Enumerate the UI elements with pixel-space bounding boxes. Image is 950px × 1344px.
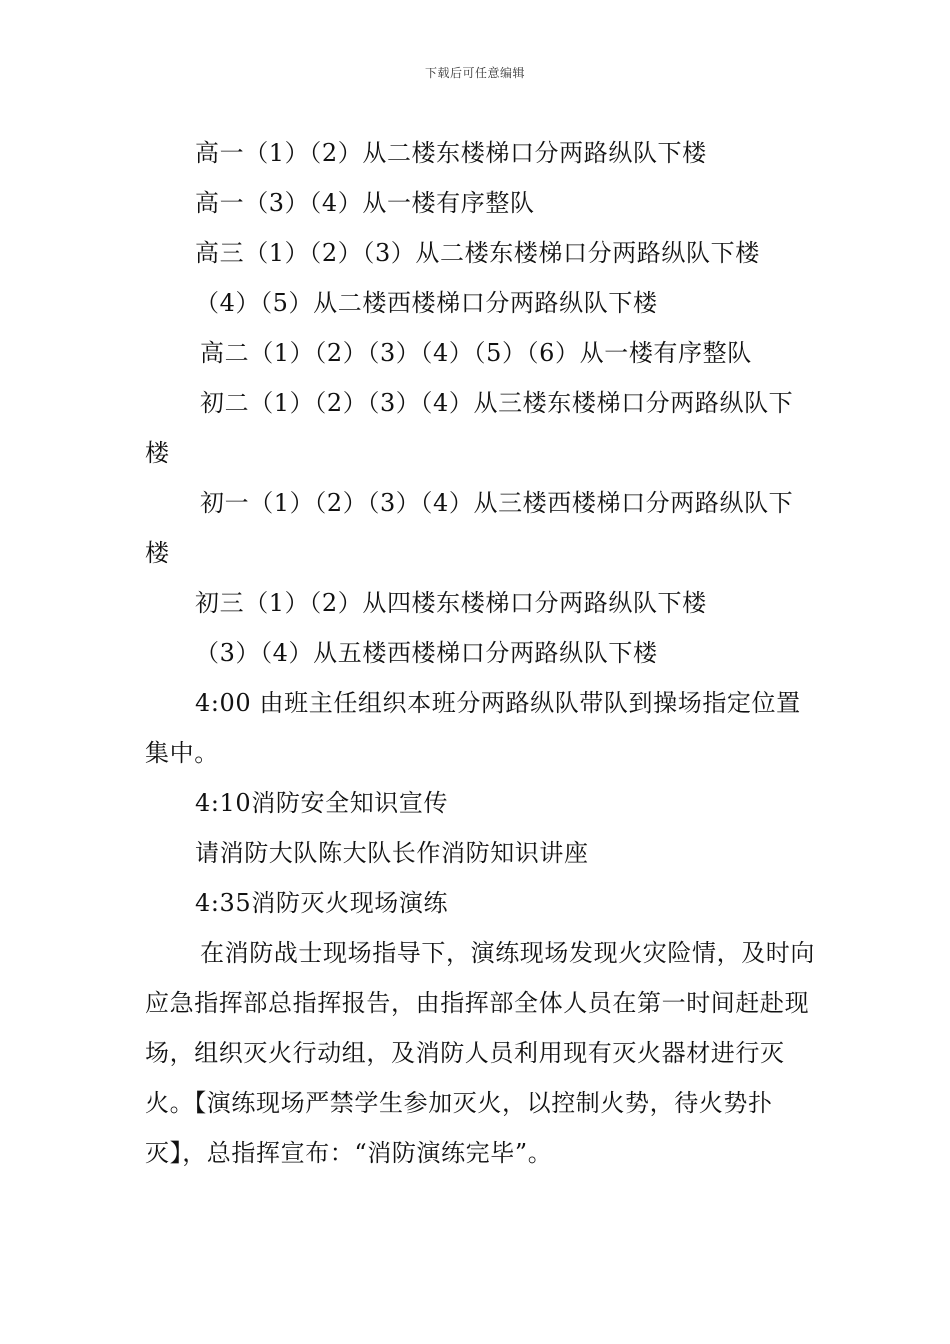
document-body: [145, 128, 817, 1178]
paragraph-grade11-class1-6: 高二（1）（2）（3）（4）（5）（6）从一楼有序整队: [200, 339, 752, 367]
page-header-note: 下载后可任意编辑: [424, 66, 525, 80]
paragraph-grade8-class1-4: 初二（1）（2）（3）（4）从三楼东楼梯口分两路纵队下楼: [145, 389, 794, 467]
paragraph-grade10-class1-2: 高一（1）（2）从二楼东楼梯口分两路纵队下楼: [195, 139, 707, 167]
paragraph-lecture: 请消防大队陈大队长作消防知识讲座: [195, 839, 589, 867]
paragraph-time-0410: 4:10消防安全知识宣传: [195, 789, 449, 817]
paragraph-grade10-class3-4: 高一（3）（4）从一楼有序整队: [195, 189, 535, 217]
paragraph-grade9-class1-2: 初三（1）（2）从四楼东楼梯口分两路纵队下楼: [195, 589, 707, 617]
paragraph-time-0435: 4:35消防灭火现场演练: [195, 889, 449, 917]
paragraph-drill-description: 在消防战士现场指导下，演练现场发现火灾险情，及时向应急指挥部总指挥报告，由指挥部全体人员在第一时间赶赴现场，组织灭火行动组，及消防人员利用现有灭火器材进行灭火。【演练现场严禁学生参加灭火，以控制火势，待火势扑灭】，总指挥宣布：“消防演练完毕”。: [145, 939, 815, 1167]
paragraph-grade9-class3-4: （3）（4）从五楼西楼梯口分两路纵队下楼: [195, 639, 658, 667]
paragraph-grade7-class1-4: 初一（1）（2）（3）（4）从三楼西楼梯口分两路纵队下楼: [145, 489, 794, 567]
paragraph-time-0400: 4:00 由班主任组织本班分两路纵队带队到操场指定位置集中。: [145, 689, 801, 767]
paragraph-grade12-class1-3: 高三（1）（2）（3）从二楼东楼梯口分两路纵队下楼: [195, 239, 760, 267]
paragraph-grade12-class4-5: （4）（5）从二楼西楼梯口分两路纵队下楼: [195, 289, 658, 317]
